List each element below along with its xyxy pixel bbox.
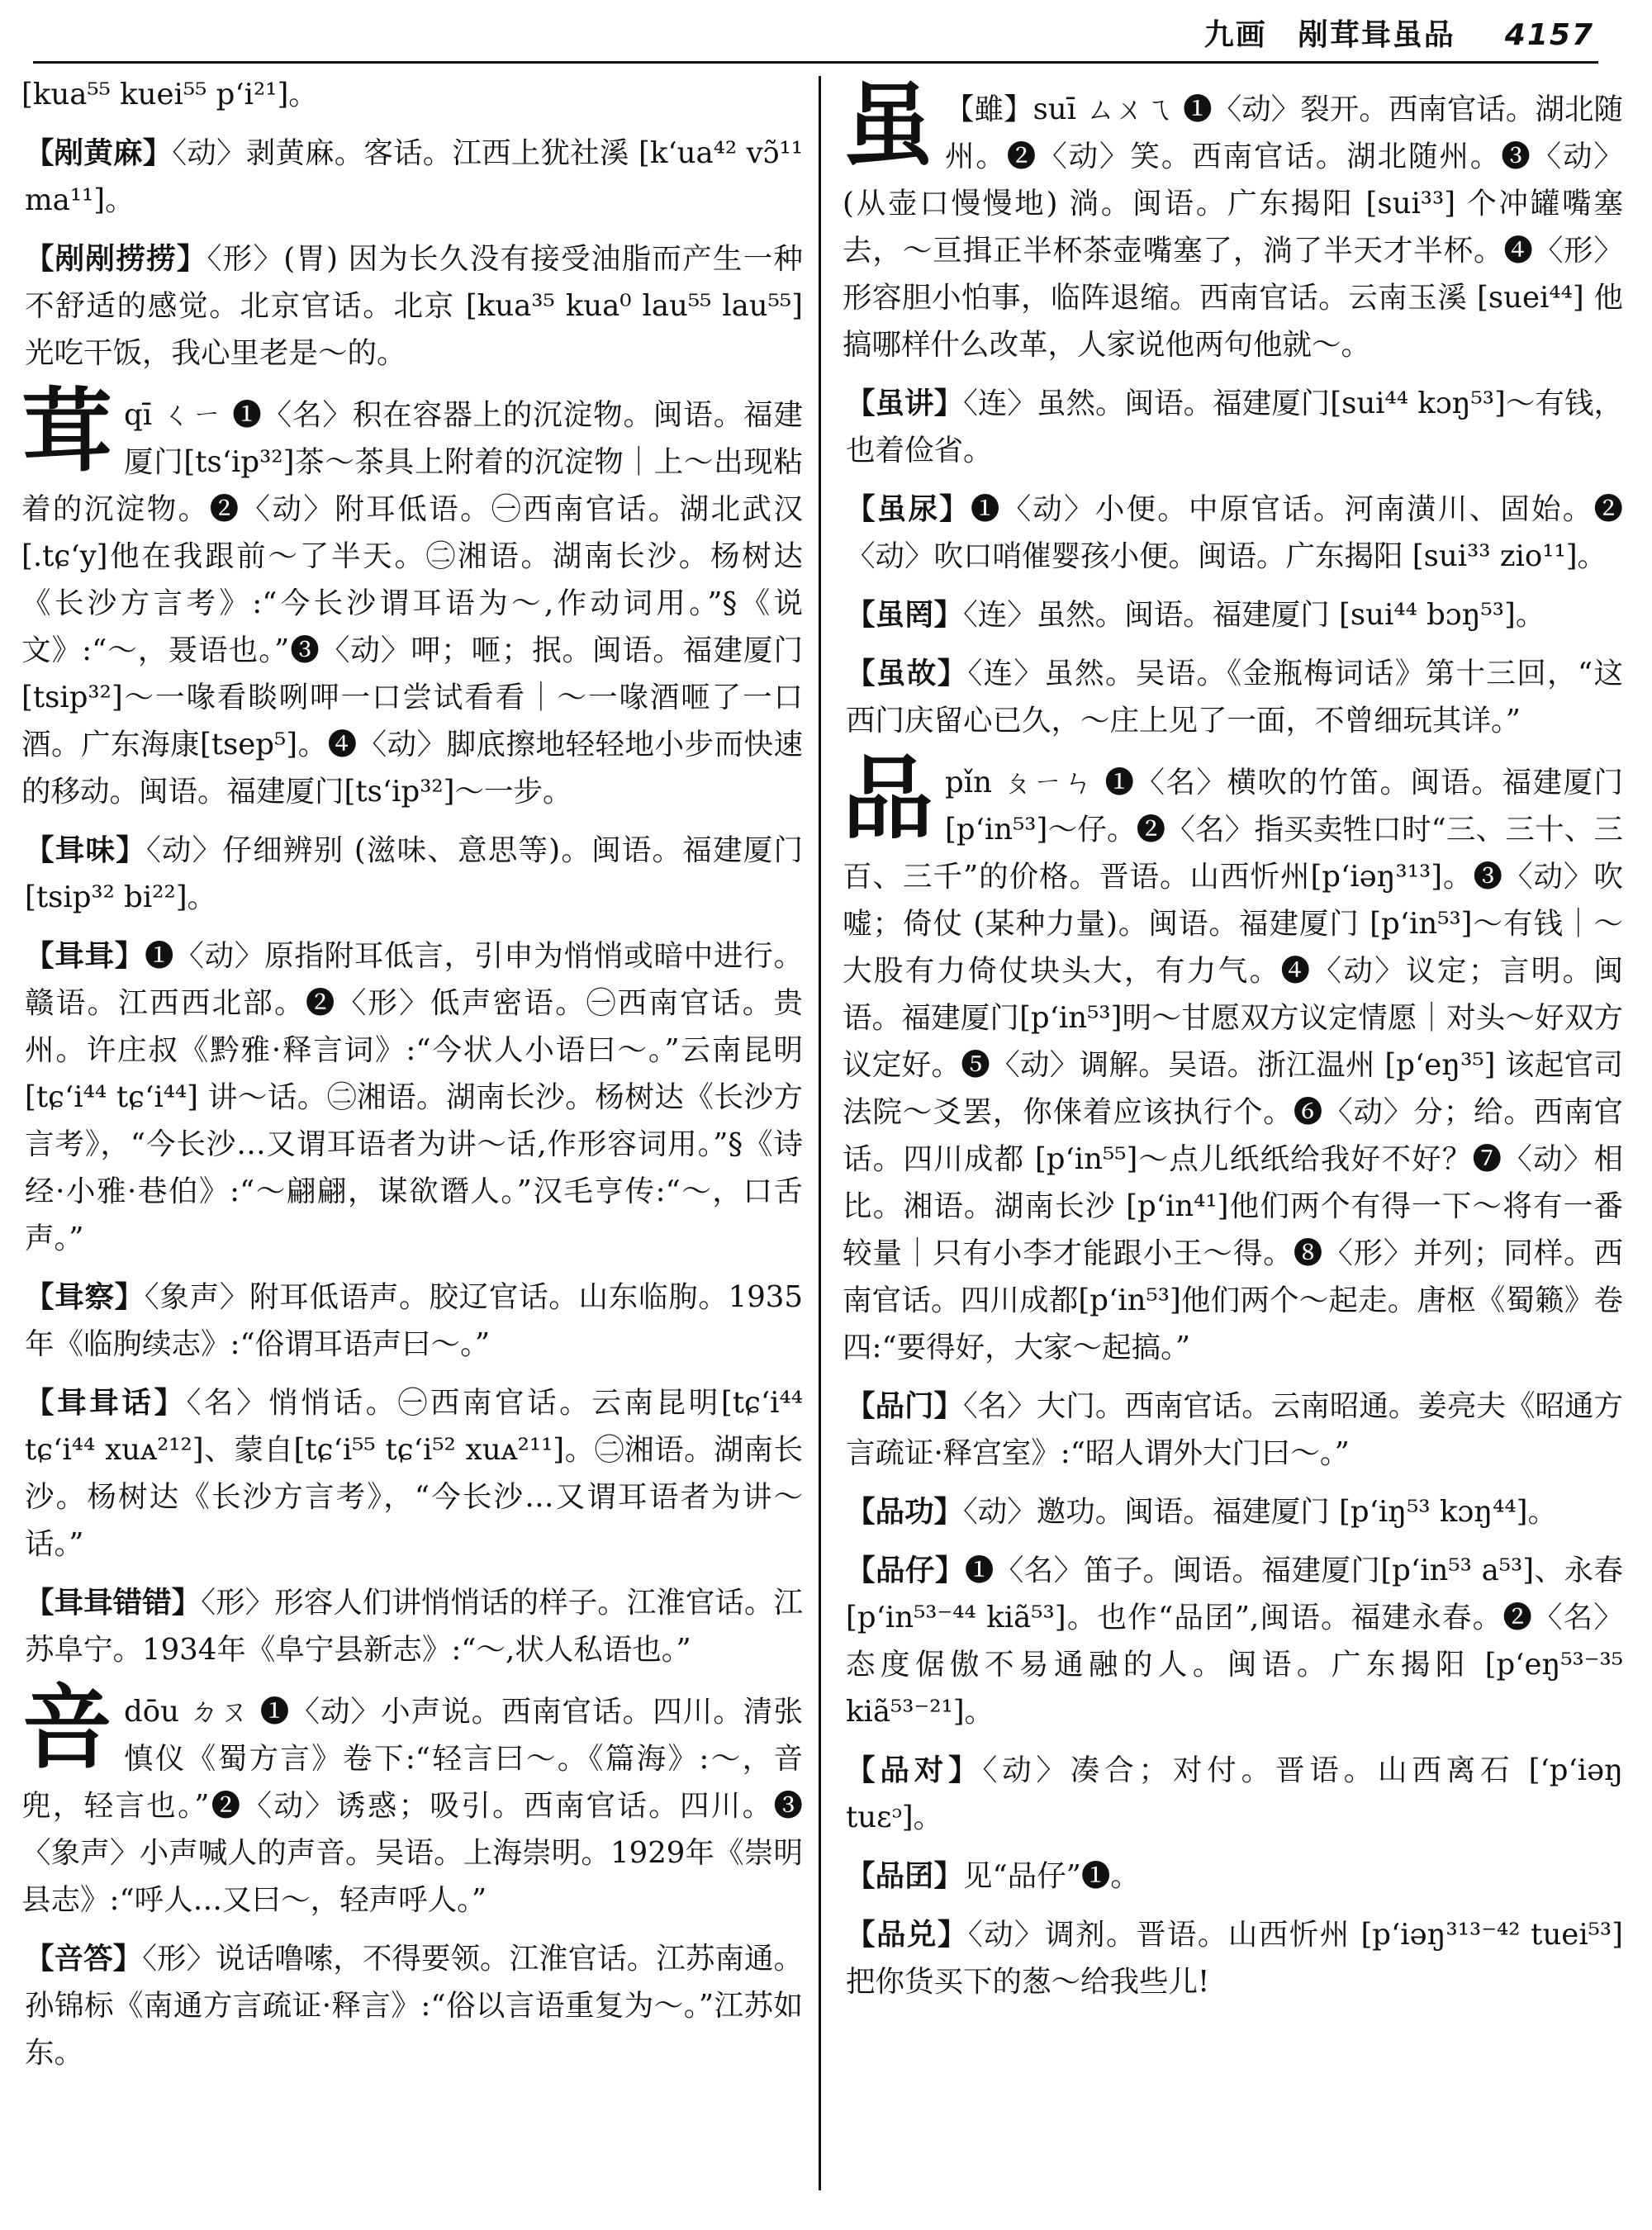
entry-definition: [kua⁵⁵ kuei⁵⁵ p‘i²¹]。 [21, 78, 318, 112]
sub-entry [843, 591, 1623, 638]
sub-entry [21, 1379, 803, 1568]
entry-headword: 【品仔】 [846, 1554, 965, 1587]
entry-headword: 【虽故】 [846, 657, 968, 690]
entry-definition: 〈动〉剥黄麻。客话。江西上犹社溪 [k‘ua⁴² vɔ̃¹¹ ma¹¹]。 [25, 136, 803, 217]
entry-definition: 〈连〉虽然。闽语。福建厦门[sui⁴⁴ kɔŋ⁵³]～有钱，也着俭省。 [846, 387, 1623, 467]
section-title: 九画 剐茸咠虽品 [1203, 18, 1455, 52]
headword-entry [21, 1675, 803, 1924]
sub-entry [21, 235, 803, 377]
entry-definition: ❶〈动〉原指附耳低言，引申为悄悄或暗中进行。赣语。江西西北部。❷〈形〉低声密语。㊀西南官话。贵州。许庄叔《黔雅·释言词》:“今状人小语曰～。”云南昆明 [tɕ‘i⁴⁴ tɕ‘i⁴⁴] 讲～话。㊁湘语。湖南长沙。杨树达《长沙方言考》，“今长沙…又谓耳语者为讲～话,作形容词用。”§《诗经·小雅·巷伯》:“～翩翩，谋欲谮人。”汉毛亨传:“～，口舌声。” [25, 939, 803, 1255]
sub-entry [21, 1579, 803, 1673]
sub-entry [843, 1747, 1623, 1841]
entry-definition: 〈动〉凑合；对付。晋语。山西离石 [‘p‘iəŋ tuɛᵓ]。 [846, 1753, 1623, 1834]
header-rule [33, 61, 1598, 64]
entry-definition: 〈连〉虽然。闽语。福建厦门 [sui⁴⁴ bɔŋ⁵³]。 [963, 598, 1545, 632]
headword-entry [21, 378, 803, 815]
entry-headword: 【品囝】 [846, 1859, 964, 1893]
headword-entry [843, 73, 1623, 368]
entry-headword: 【咠咠话】 [25, 1386, 187, 1420]
sub-entry [843, 650, 1623, 744]
entry-definition: 〈形〉(胃) 因为长久没有接受油脂而产生一种不舒适的感觉。北京官话。北京 [kua³⁵ kua⁰ lau⁵⁵ lau⁵⁵]光吃干饭，我心里老是～的。 [25, 242, 803, 370]
entry-definition: 〈动〉邀功。闽语。福建厦门 [p‘iŋ⁵³ kɔŋ⁴⁴]。 [963, 1495, 1557, 1529]
entry-definition: 见“品仔”❶。 [963, 1859, 1140, 1893]
right-column [843, 71, 1623, 2218]
entry-headword: 【虽罔】 [846, 598, 964, 632]
entry-definition: 〈动〉仔细辨别 (滋味、意思等)。闽语。福建厦门[tsip³² bi²²]。 [25, 833, 803, 914]
running-head [1204, 12, 1594, 54]
entry-headword: 【咅答】 [25, 1942, 143, 1976]
entry-definition: 【雖】suī ㄙㄨㄟ ❶〈动〉裂开。西南官话。湖北随州。❷〈动〉笑。西南官话。湖北随州。❸〈动〉(从壶口慢慢地) 淌。闽语。广东揭阳 [sui³³] 个冲罐嘴塞去，～亘揖正半杯茶壶嘴塞了，淌了半天才半杯。❹〈形〉形容胆小怕事，临阵退缩。西南官话。云南玉溪 [suei⁴⁴] 他搞哪样什么改革，人家说他两句他就～。 [843, 93, 1623, 362]
sub-entry [21, 827, 803, 921]
entry-definition: 〈形〉说话噜嗦，不得要领。江淮官话。江苏南通。孙锦标《南通方言疏证·释言》:“俗以言语重复为～。”江苏如东。 [25, 1942, 803, 2070]
page-number: 4157 [1504, 18, 1594, 52]
entry-definition: pǐn ㄆㄧㄣ ❶〈名〉横吹的竹笛。闽语。福建厦门 [p‘in⁵³]～仔。❷〈名〉指买卖牲口时“三、三十、三百、三千”的价格。晋语。山西忻州[p‘iəŋ³¹³]。❸〈动〉吹嘘；倚仗 (某种力量)。闽语。福建厦门 [p‘in⁵³]～有钱｜～大股有力倚仗块头大，有力气。❹〈动〉议定；言明。闽语。福建厦门[p‘in⁵³]明～甘愿双方议定情愿｜对头～好双方议定好。❺〈动〉调解。吴语。浙江温州 [p‘eŋ³⁵] 该起官司法院～爻罢，你俫着应该执行个。❻〈动〉分；给。西南官话。四川成都 [p‘in⁵⁵]～点儿纸纸给我好不好？❼〈动〉相比。湘语。湖南长沙 [p‘in⁴¹]他们两个有得一下～将有一番较量｜只有小李才能跟小王～得。❽〈形〉并列；同样。西南官话。四川成都[p‘in⁵³]他们两个～起走。唐枢《蜀籁》卷四:“要得好，大家～起搞。” [843, 766, 1623, 1364]
entry-headword: 【品兑】 [846, 1918, 968, 1952]
entry-continuation [21, 71, 803, 118]
sub-entry [843, 1911, 1623, 2005]
entry-definition: 〈形〉形容人们讲悄悄话的样子。江淮官话。江苏阜宁。1934年《阜宁县新志》:“～,状人私语也。” [25, 1586, 803, 1667]
entry-definition: 〈连〉虽然。吴语。《金瓶梅词话》第十三回，“这西门庆留心已久，～庄上见了一面，不曾细玩其详。” [846, 657, 1623, 738]
entry-headword: 【咠咠错错】 [25, 1586, 202, 1620]
entry-definition: 〈名〉大门。西南官话。云南昭通。姜亮夫《昭通方言疏证·释宫室》:“昭人谓外大门曰～。” [846, 1389, 1623, 1470]
entry-definition: 〈动〉调剂。晋语。山西忻州 [p‘iəŋ³¹³⁻⁴² tuei⁵³]把你货买下的葱～给我些儿! [846, 1918, 1623, 1999]
headword-char: 品 [843, 746, 933, 852]
entry-headword: 【咠味】 [25, 833, 146, 867]
entry-headword: 【虽讲】 [846, 387, 964, 420]
entry-headword: 【咠察】 [25, 1280, 145, 1314]
headword-char: 虽 [843, 73, 933, 178]
headword-char: 茸 [21, 378, 112, 484]
sub-entry [21, 130, 803, 224]
entry-definition: qī ㄑㄧ ❶〈名〉积在容器上的沉淀物。闽语。福建厦门[ts‘ip³²]茶～茶具上附着的沉淀物｜上～出现粘着的沉淀物。❷〈动〉附耳低语。㊀西南官话。湖北武汉 [.tɕ‘y]他在我跟前～了半天。㊁湘语。湖南长沙。杨树达《长沙方言考》:“今长沙谓耳语为～,作动词用。”§《说文》:“～，聂语也。”❸〈动〉呷；咂；抿。闽语。福建厦门[tsip³²]～一喙看睒咧呷一口尝试看看｜～一喙酒咂了一口酒。广东海康[tsep⁵]。❹〈动〉脚底擦地轻轻地小步而快速的移动。闽语。福建厦门[ts‘ip³²]～一步。 [21, 398, 803, 809]
entry-definition: ❶〈动〉小便。中原官话。河南潢川、固始。❷〈动〉吹口哨催婴孩小便。闽语。广东揭阳 [sui³³ zio¹¹]。 [846, 492, 1623, 573]
headword-entry [843, 746, 1623, 1371]
sub-entry [843, 1383, 1623, 1477]
entry-headword: 【品对】 [846, 1753, 983, 1787]
entry-definition: 〈象声〉附耳低语声。胶辽官话。山东临朐。1935年《临朐续志》:“俗谓耳语声曰～。” [25, 1280, 803, 1361]
headword-char: 咅 [21, 1675, 112, 1781]
entry-headword: 【剐黄麻】 [25, 136, 173, 170]
left-column [21, 71, 803, 2218]
sub-entry [21, 932, 803, 1262]
entry-headword: 【剐剐捞捞】 [25, 242, 207, 276]
entry-headword: 【虽尿】 [846, 492, 971, 526]
sub-entry [21, 1274, 803, 1368]
entry-definition: 〈名〉悄悄话。㊀西南官话。云南昆明[tɕ‘i⁴⁴ tɕ‘i⁴⁴ xuᴀ²¹²]、蒙自[tɕ‘i⁵⁵ tɕ‘i⁵² xuᴀ²¹¹]。㊁湘语。湖南长沙。杨树达《长沙方言考》，“今长沙…又谓耳语者为讲～话。” [25, 1386, 803, 1561]
entry-headword: 【咠咠】 [25, 939, 145, 973]
entry-headword: 【品门】 [846, 1389, 964, 1423]
entry-definition: dōu ㄉㄡ ❶〈动〉小声说。西南官话。四川。清张慎仪《蜀方言》卷下:“轻言曰～。《篇海》:～，音兜，轻言也。”❷〈动〉诱惑；吸引。西南官话。四川。❸〈象声〉小声喊人的声音。吴语。上海崇明。1929年《崇明县志》:“呼人…又曰～，轻声呼人。” [21, 1695, 803, 1917]
page-header [0, 0, 1652, 64]
column-divider [819, 76, 821, 2190]
sub-entry [843, 486, 1623, 580]
sub-entry [21, 1935, 803, 2076]
sub-entry [843, 380, 1623, 474]
entry-definition: ❶〈名〉笛子。闽语。福建厦门[p‘in⁵³ a⁵³]、永春[p‘in⁵³⁻⁴⁴ kiã⁵³]。也作“品囝”,闽语。福建永春。❷〈名〉态度倨傲不易通融的人。闽语。广东揭阳 [p‘eŋ⁵³⁻³⁵ kiã⁵³⁻²¹]。 [846, 1554, 1623, 1729]
sub-entry [843, 1547, 1623, 1735]
sub-entry [843, 1853, 1623, 1900]
entry-headword: 【品功】 [846, 1495, 964, 1529]
sub-entry [843, 1488, 1623, 1535]
